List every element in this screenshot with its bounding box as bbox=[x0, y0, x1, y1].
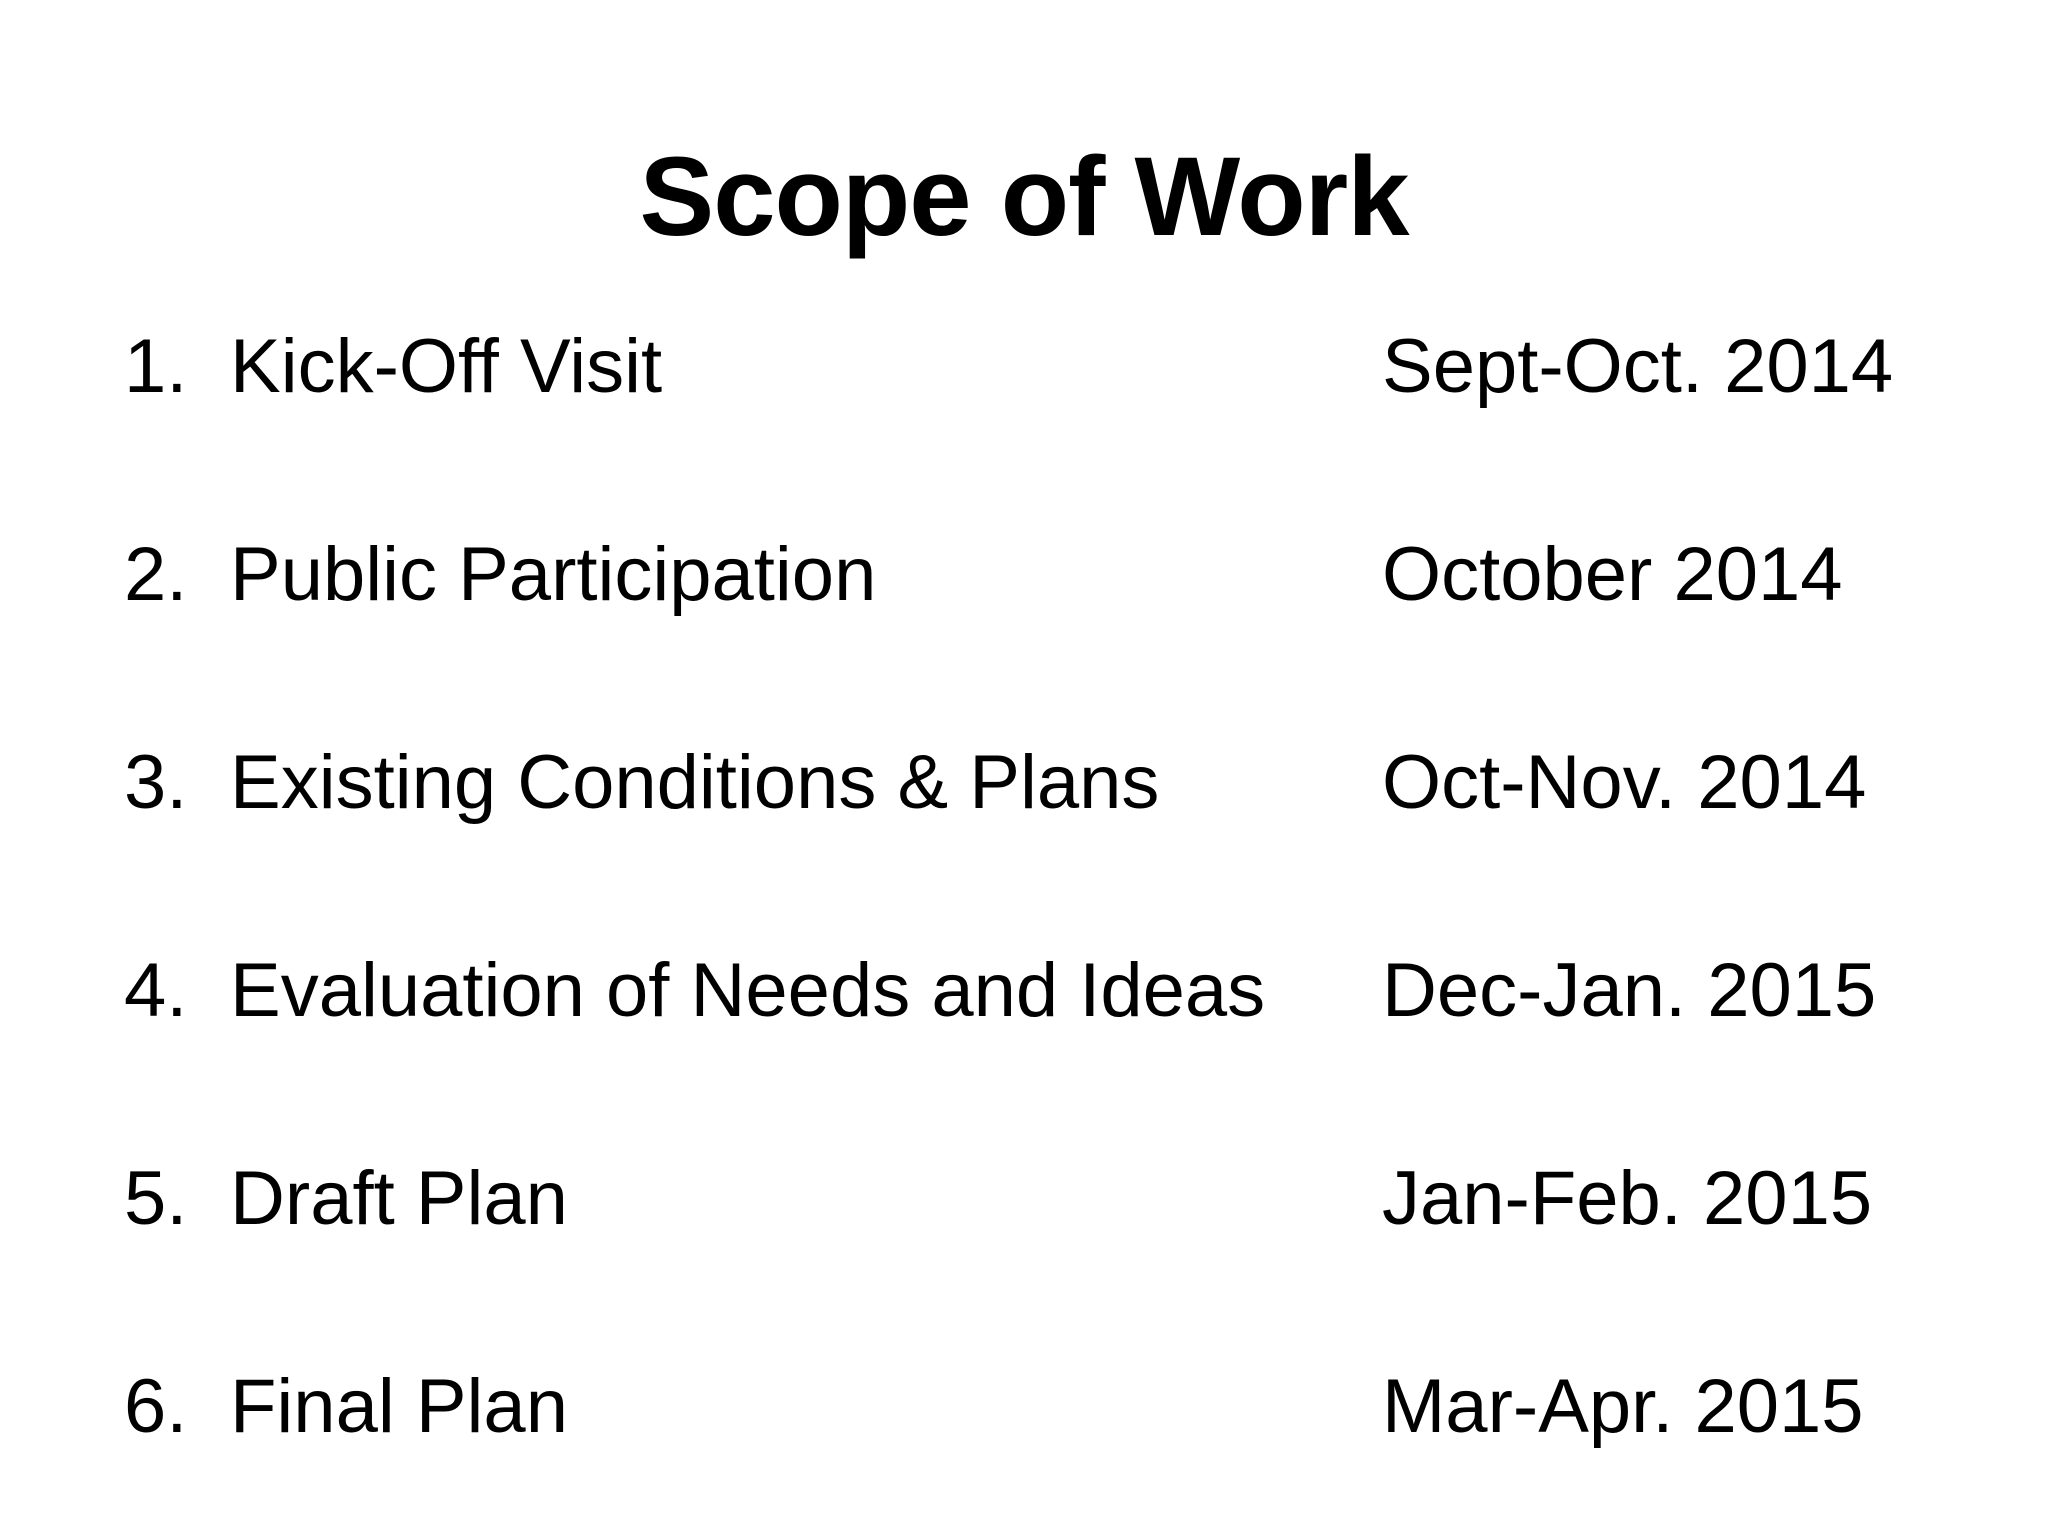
item-label: Public Participation bbox=[230, 532, 877, 617]
item-label: Existing Conditions & Plans bbox=[230, 740, 1160, 825]
item-number: 2. bbox=[124, 532, 188, 617]
item-number: 4. bbox=[124, 948, 188, 1033]
item-date: October 2014 bbox=[1382, 532, 1843, 617]
scope-item-1 bbox=[0, 317, 2048, 417]
item-label: Kick-Off Visit bbox=[230, 324, 663, 409]
scope-item-6 bbox=[0, 1357, 2048, 1457]
item-label: Evaluation of Needs and Ideas bbox=[230, 948, 1266, 1033]
item-number: 3. bbox=[124, 740, 188, 825]
item-number: 1. bbox=[124, 324, 188, 409]
item-number: 5. bbox=[124, 1156, 188, 1241]
item-date: Mar-Apr. 2015 bbox=[1382, 1364, 1864, 1449]
scope-item-5 bbox=[0, 1149, 2048, 1249]
slide-title: Scope of Work bbox=[639, 134, 1409, 259]
item-date: Oct-Nov. 2014 bbox=[1382, 740, 1867, 825]
scope-item-4 bbox=[0, 941, 2048, 1041]
item-date: Dec-Jan. 2015 bbox=[1382, 948, 1877, 1033]
item-date: Jan-Feb. 2015 bbox=[1382, 1156, 1873, 1241]
scope-item-3 bbox=[0, 733, 2048, 833]
scope-item-2 bbox=[0, 525, 2048, 625]
item-label: Draft Plan bbox=[230, 1156, 568, 1241]
item-label: Final Plan bbox=[230, 1364, 568, 1449]
item-number: 6. bbox=[124, 1364, 188, 1449]
item-date: Sept-Oct. 2014 bbox=[1382, 324, 1894, 409]
